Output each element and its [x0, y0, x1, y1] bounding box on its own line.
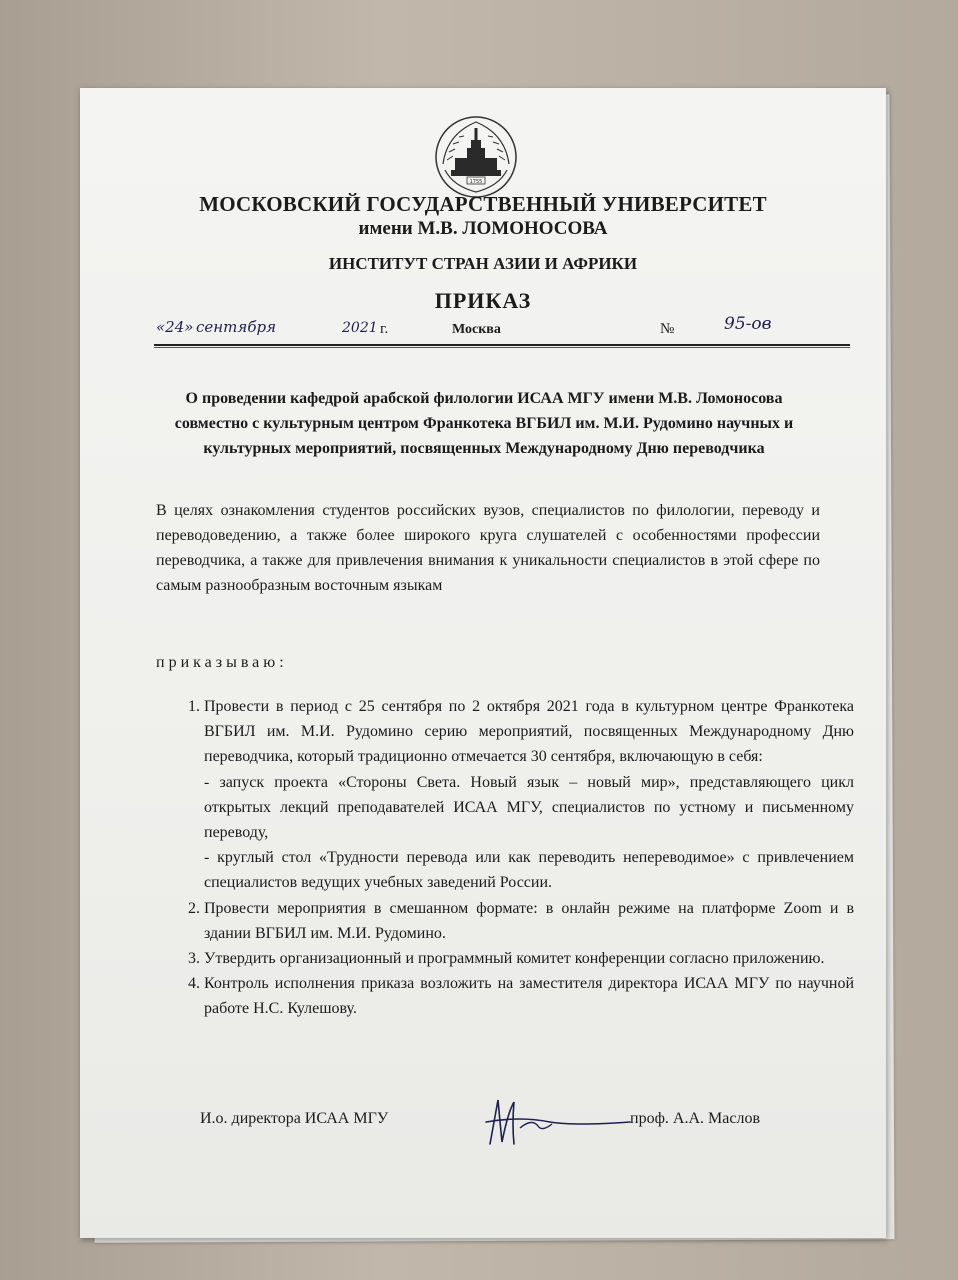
date-day: «24» — [156, 318, 194, 336]
order-items-list — [176, 694, 854, 1022]
date-year: 2021 — [342, 320, 378, 336]
item-text: Утвердить организационный и программный комитет конференции согласно приложению. — [204, 950, 825, 968]
list-item — [204, 694, 854, 896]
item-text: Провести мероприятия в смешанном формате: в онлайн режиме на платформе Zoom и в здании ВГБИЛ им. М.И. Рудомино. — [204, 899, 854, 942]
signatory-position: И.о. директора ИСАА МГУ — [200, 1110, 389, 1127]
list-item — [204, 971, 854, 1021]
item-subline: - запуск проекта «Стороны Света. Новый язык – новый мир», представляющего цикл открытых лекций преподавателей ИСАА МГУ, специалистов по устному и письменному переводу, — [204, 773, 854, 842]
institute-title: ИНСТИТУТ СТРАН АЗИИ И АФРИКИ — [328, 254, 638, 273]
date-number-line — [154, 316, 854, 344]
university-name: имени М.В. ЛОМОНОСОВА — [358, 218, 608, 239]
intro-paragraph: В целях ознакомления студентов российских вузов, специалистов по филологии, переводу и переводоведению, а также более широкого круга слушателей с особенностями профессии переводчика, а также для привлечения внимания к уникальности специалистов в этой сфере по самым разнообразным восточным языкам — [156, 502, 820, 594]
list-item — [204, 896, 854, 946]
item-subline: - круглый стол «Трудности перевода или как переводить непереводимое» с привлечением специалистов ведущих учебных заведений России. — [204, 849, 854, 892]
order-word: приказываю: — [156, 654, 288, 671]
item-text: Провести в период с 25 сентября по 2 октября 2021 года в культурном центре Франкотека ВГБИЛ им. М.И. Рудомино серию мероприятий, посвященных Международному Дню переводчика, который традиционно отмечается 30 сентября, включающую в себя: — [204, 698, 854, 766]
city: Москва — [452, 322, 501, 337]
list-item — [204, 946, 854, 971]
emblem-year: 1755 — [469, 179, 483, 185]
header-rule-thin — [154, 347, 850, 348]
handwritten-signature — [480, 1092, 640, 1152]
item-text: Контроль исполнения приказа возложить на заместителя директора ИСАА МГУ по научной работе Н.С. Кулешову. — [204, 975, 854, 1018]
document-number: 95-ов — [724, 314, 772, 334]
order-title: О проведении кафедрой арабской филологии ИСАА МГУ имени М.В. Ломоносова совместно с культурным центром Франкотека ВГБИЛ им. М.И. Рудомино научных и культурных мероприятий, посвященных Международному Дню переводчика — [174, 390, 794, 457]
date-year-suffix: г. — [380, 321, 389, 337]
university-title: МОСКОВСКИЙ ГОСУДАРСТВЕННЫЙ УНИВЕРСИТЕТ — [199, 192, 767, 216]
header-rule — [154, 344, 850, 346]
signatory-name: проф. А.А. Маслов — [630, 1110, 761, 1127]
document-type: ПРИКАЗ — [434, 288, 532, 313]
date-month: сентября — [196, 318, 277, 336]
number-label: № — [660, 321, 675, 337]
document-page — [80, 88, 886, 1238]
msu-emblem-icon — [433, 114, 519, 200]
